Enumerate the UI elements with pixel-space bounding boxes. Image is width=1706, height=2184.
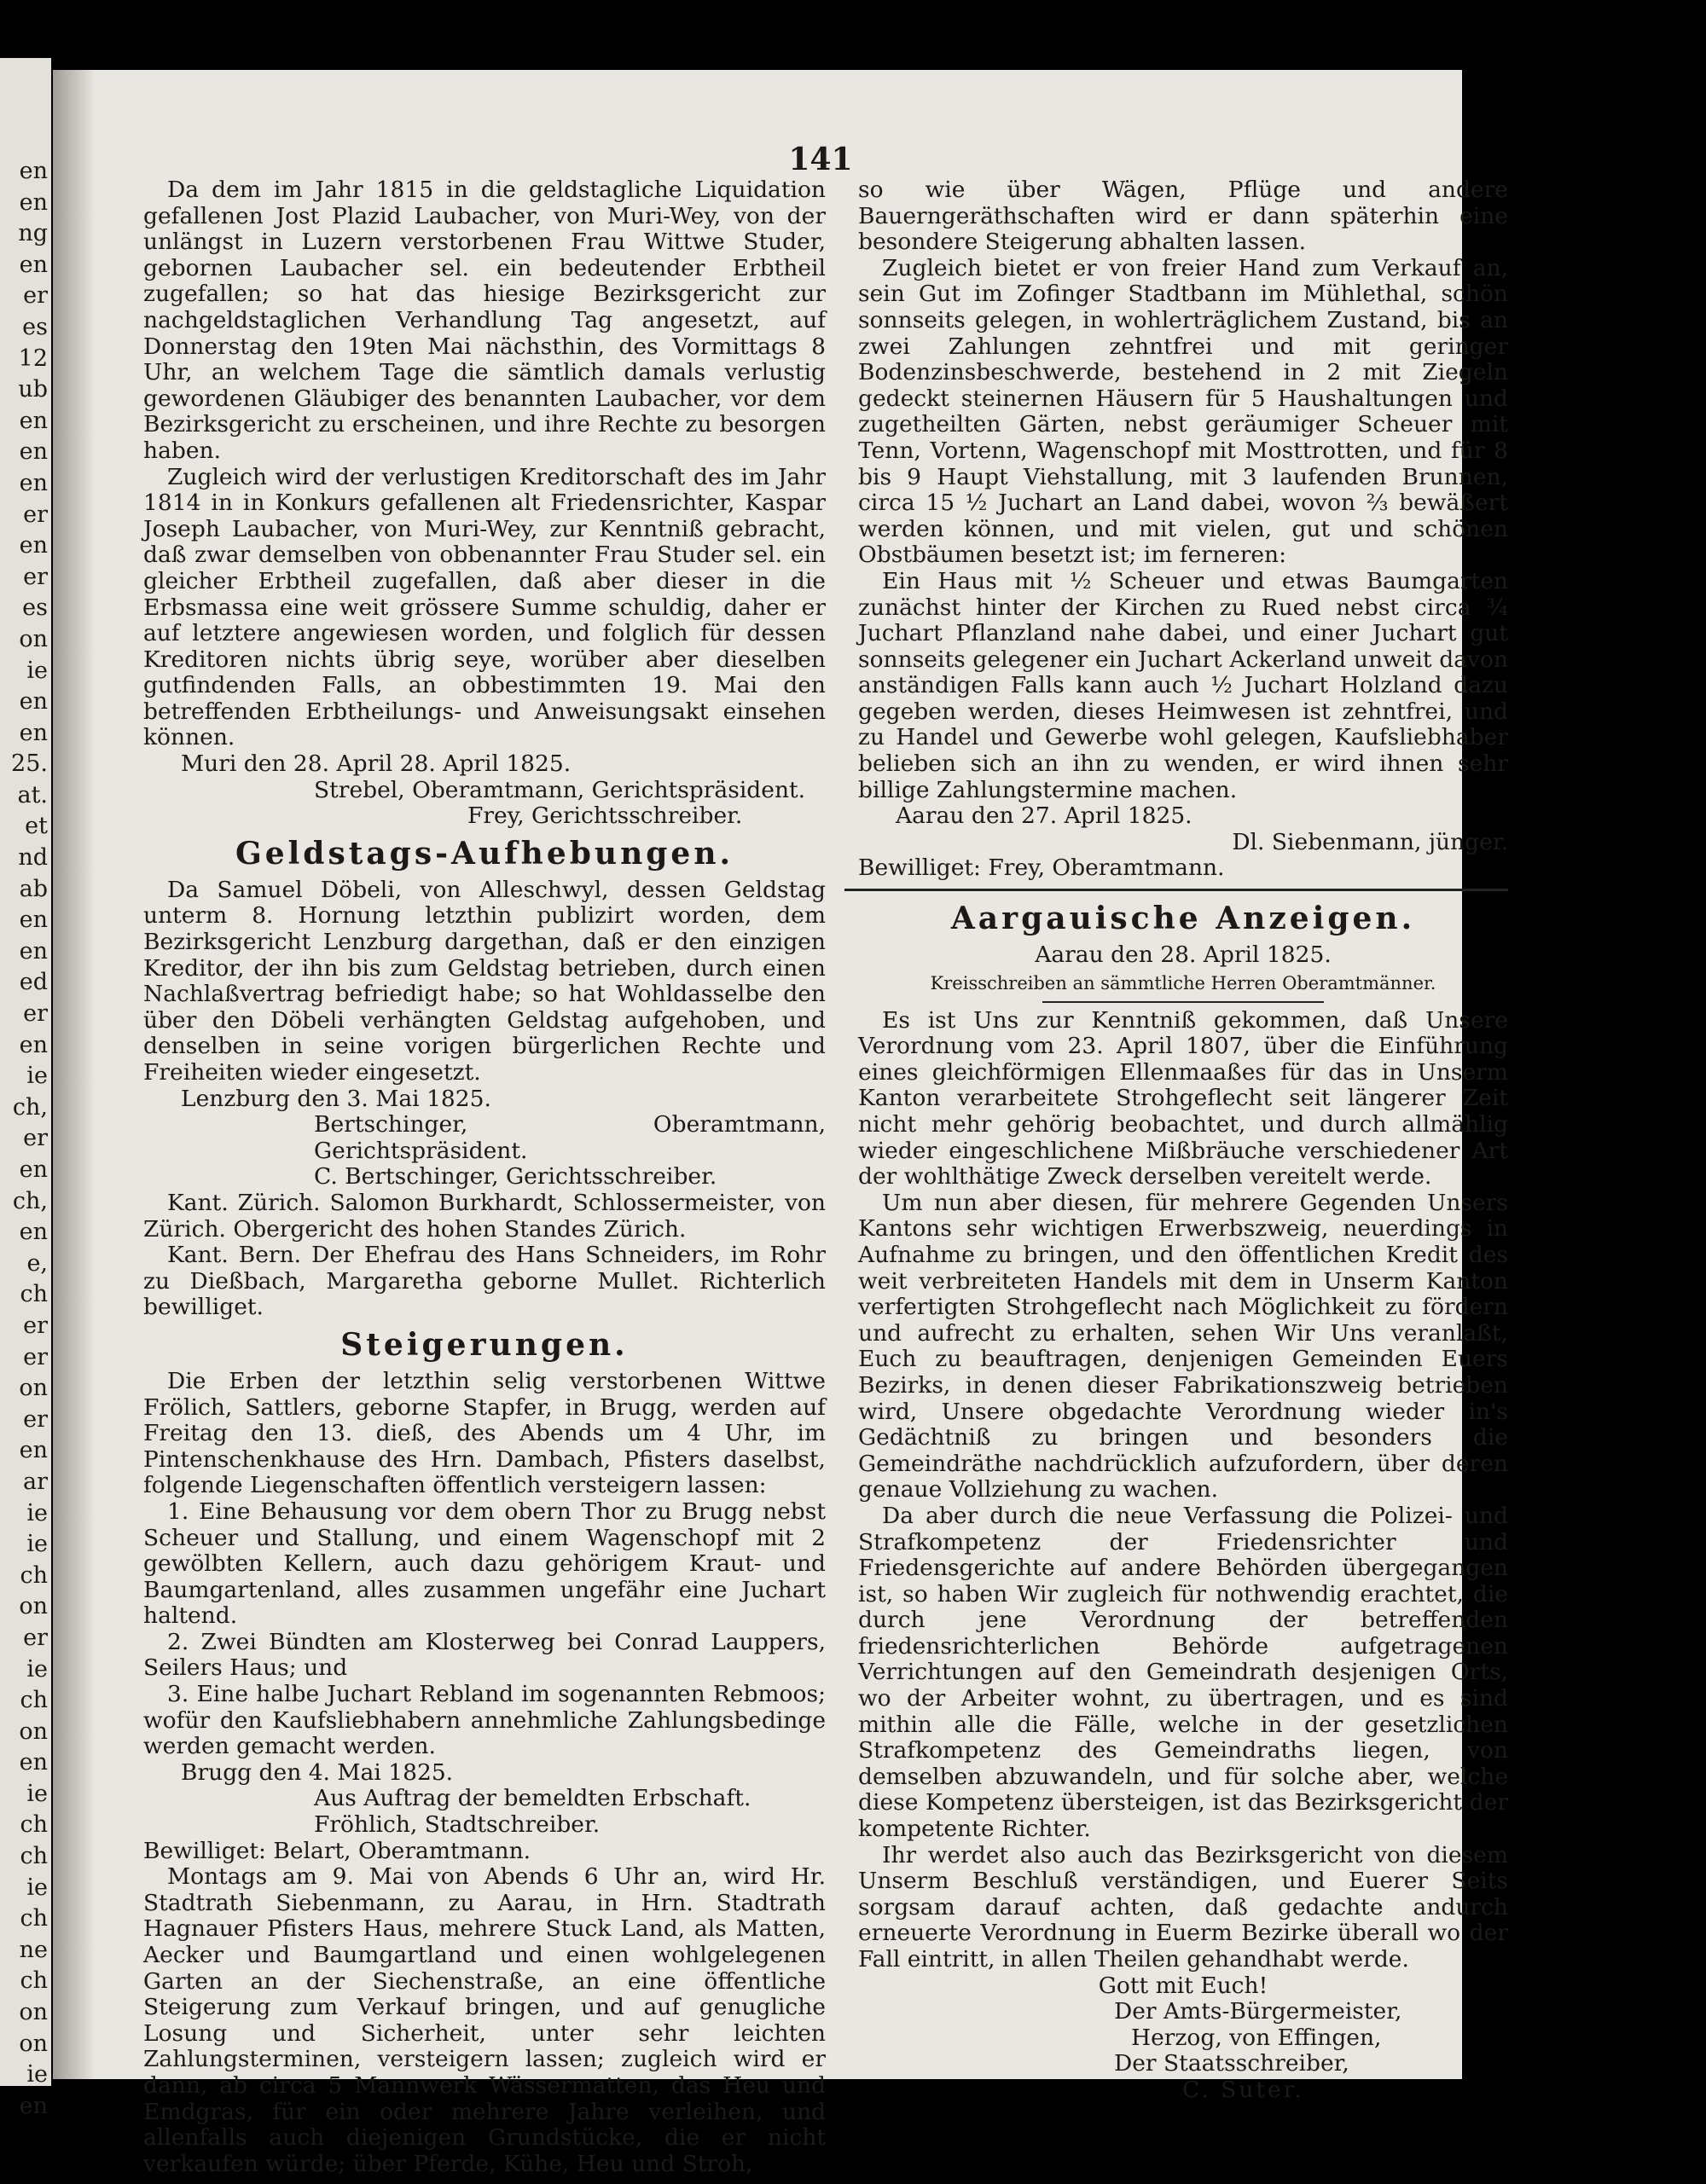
lenzburg-signature-1: Bertschinger, Oberamtmann, Gerichtspräsident. — [314, 1111, 826, 1164]
prev-edge-fragment: en — [19, 907, 48, 934]
newspaper-page — [53, 70, 1508, 2177]
prev-edge-fragment: er — [23, 1405, 48, 1433]
siebenmann-continuation: so wie über Wägen, Pflüge und andere Bauerngeräthschaften wird er dann späterhin eine besondere Steigerung abhalten lassen. — [858, 177, 1508, 256]
brugg-signature-2: Fröhlich, Stadtschreiber. — [314, 1811, 601, 1839]
prev-edge-fragment: er — [23, 1343, 48, 1370]
prev-edge-fragment: ch — [20, 1687, 48, 1714]
muri-signature-2: Frey, Gerichtsschreiber. — [467, 802, 743, 830]
prev-edge-fragment: ch — [20, 1281, 48, 1308]
page-gutter — [53, 70, 96, 2079]
prev-edge-fragment: en — [19, 469, 48, 496]
prev-edge-fragment: en — [19, 1031, 48, 1058]
prev-edge-fragment: er — [23, 501, 48, 528]
brugg-approval: Bewilliget: Belart, Oberamtmann. — [143, 1837, 531, 1864]
prev-edge-fragment: en — [19, 251, 48, 278]
prev-edge-fragment: en — [19, 2092, 48, 2119]
prev-edge-fragment: et — [25, 813, 48, 840]
decree-signature-1: Der Amts-Bürgermeister, — [1114, 1998, 1402, 2025]
aargau-heading: Aargauische Anzeigen. — [950, 901, 1416, 937]
prev-edge-fragment: en — [19, 1219, 48, 1246]
prev-edge-fragment: on — [19, 625, 48, 652]
decree-paragraph-1: Es ist Uns zur Kenntniß gekommen, daß Unsere Verordnung vom 23. April 1807, über die Einführung eines gleichförmigen Ellenmaaßes für das in Unserm Kanton verarbeitete Strohgeflecht seit längerer Zeit nicht mehr gehörig beobachtet, und durch allmählig wieder eingeschlichene Mißbräuche verschiedener Art der wohlthätige Zweck derselben vereitelt werde. — [858, 1006, 1508, 1190]
decree-signature-2: Herzog, von Effingen, — [1131, 2024, 1382, 2051]
prev-edge-fragment: en — [19, 158, 48, 184]
zuerich-notice: Kant. Zürich. Salomon Burkhardt, Schlossermeister, von Zürich. Obergericht des hohen Standes Zürich. — [143, 1189, 826, 1243]
prev-edge-fragment: ch, — [12, 1093, 48, 1121]
prev-edge-fragment: on — [19, 1718, 48, 1745]
prev-edge-fragment: en — [19, 532, 48, 559]
prev-edge-fragment: en — [19, 407, 48, 434]
prev-edge-fragment: e, — [26, 1249, 48, 1277]
prev-edge-fragment: ub — [18, 376, 48, 403]
prev-edge-fragment: ng — [18, 220, 48, 247]
page-number: 141 — [788, 142, 853, 177]
decree-signature-3: Der Staatsschreiber, — [1114, 2050, 1349, 2077]
prev-edge-fragment: ar — [22, 1468, 48, 1495]
auction-item-3: 3. Eine halbe Juchart Rebland im sogenannten Rebmoos; wofür den Kaufsliebhabern annehmliche Zahlungsbedinge werden gemacht werden. — [143, 1681, 826, 1760]
left-column — [143, 177, 826, 2177]
prev-edge-fragment: es — [22, 594, 48, 622]
prev-edge-fragment: ch — [20, 1905, 48, 1932]
prev-edge-fragment: ie — [26, 1531, 48, 1558]
prev-edge-fragment: en — [19, 438, 48, 466]
prev-edge-fragment: en — [19, 688, 48, 715]
bern-notice: Kant. Bern. Der Ehefrau des Hans Schneiders, im Rohr zu Dießbach, Margaretha geborne Mullet. Richterlich bewilliget. — [143, 1242, 826, 1321]
prev-edge-fragment: ie — [26, 1063, 48, 1090]
aarau-date-1: Aarau den 27. April 1825. — [896, 802, 1192, 830]
brugg-date: Brugg den 4. Mai 1825. — [181, 1758, 454, 1786]
prev-edge-fragment: en — [19, 1156, 48, 1183]
prev-edge-fragment: ch — [20, 1967, 48, 1995]
laubacher-paragraph-1: Da dem im Jahr 1815 in die geldstagliche Liquidation gefallenen Jost Plazid Laubacher, von Muri-Wey, von der unlängst in Luzern verstorbenen Frau Wittwe Studer, gebornen Laubacher sel. ein bedeutender Erbtheil zugefallen; so hat das hiesige Bezirksgericht zur nachgeldstaglichen Verhandlung Tag angesetzt, auf Donnerstag den 19ten Mai nächsthin, des Vormittags 8 Uhr, an welchem Tage die sämtlich damals verlustig gewordenen Gläubiger des benannten Laubacher, vor dem Bezirksgericht zu erscheinen, und ihre Rechte zu besorgen haben. — [143, 177, 826, 464]
prev-edge-fragment: er — [23, 1624, 48, 1651]
doebeli-paragraph: Da Samuel Döbeli, von Alleschwyl, dessen Geldstag unterm 8. Hornung letzthin publizirt worden, dem Bezirksgericht Lenzburg dargethan, daß er den einzigen Kreditor, der ihn bis zum Geldstag betrieben, durch einen Nachlaßvertrag befriedigt habe; so hat Wohldasselbe den über den Döbeli verhängten Geldstag aufgehoben, und denselben in seine vorigen bürgerlichen Rechte und Freiheiten wieder eingesetzt. — [143, 876, 826, 1086]
froehlich-intro: Die Erben der letzthin selig verstorbenen Wittwe Frölich, Sattlers, geborne Stapfer, in Brugg, werden auf Freitag den 13. dieß, des Abends um 4 Uhr, im Pintenschenkhause des Hrn. Dambach, Pfisters daselbst, folgende Liegenschaften öffentlich versteigern lassen: — [143, 1367, 826, 1499]
prev-edge-fragment: en — [19, 719, 48, 746]
prev-edge-fragment: en — [19, 188, 48, 216]
brugg-signature-1: Aus Auftrag der bemeldten Erbschaft. — [314, 1785, 751, 1812]
prev-edge-fragment: es — [22, 313, 48, 340]
siebenmann-paragraph-3: Ein Haus mit ½ Scheuer und etwas Baumgarten zunächst hinter der Kirchen zu Rued nebst circa ¾ Juchart Pflanzland nahe dabei, und einer Juchart gut sonnseits gelegener ein Juchart Ackerland unweit davon anständigen Falls kann auch ½ Juchart Holzland dazu gegeben werden, dieses Heimwesen ist zehntfrei, und zu Handel und Gewerbe wohl gelegen, Kaufsliebhaber belieben sich an ihn zu wenden, er wird ihnen sehr billige Zahlungstermine machen. — [858, 567, 1508, 803]
lenzburg-signature-2: C. Bertschinger, Gerichtsschreiber. — [314, 1163, 717, 1190]
prev-edge-fragment: on — [19, 1999, 48, 2026]
decree-paragraph-2: Um nun aber diesen, für mehrere Gegenden Unsers Kantons sehr wichtigen Erwerbszweig, neuerdings in Aufnahme zu bringen, und den öffentlichen Kredit des weit verbreiteten Handels mit dem in Unserm Kanton verfertigten Strohgeflecht nach Möglichkeit zu fördern und aufrecht zu erhalten, sehen Wir Uns veranlaßt, Euch zu beauftragen, denjenigen Gemeinden Euers Bezirks, in denen dieser Fabrikationszweig betrieben wird, Unsere obgedachte Verordnung wieder in's Gedächtniß zu bringen und besonders die Gemeindräthe nachdrücklich aufzufordern, über deren genaue Vollziehung zu wachen. — [858, 1189, 1508, 1503]
prev-edge-fragment: ch — [20, 1561, 48, 1589]
prev-edge-fragment: 25. — [11, 750, 48, 778]
prev-edge-fragment: on — [19, 2030, 48, 2057]
prev-edge-fragment: ie — [26, 657, 48, 684]
prev-edge-fragment: ab — [19, 875, 48, 902]
decree-paragraph-3: Da aber durch die neue Verfassung die Polizei- und Strafkompetenz der Friedensrichter und Friedensgerichte auf andere Behörden übergegangen ist, so haben Wir zugleich für nothwendig erachtet, die durch jene Verordnung der betreffenden friedensrichterlichen Behörde aufgetragenen Verrichtungen auf den Gemeindrath desjenigen Orts, wo der Arbeiter wohnt, zu übertragen, und es sind mithin alle die Fälle, welche in der gesetzlichen Strafkompetenz des Gemeindraths liegen, von demselben abzuwandeln, und für solche aber, welche diese Kompetenz übersteigen, ist das Bezirksgericht der kompetente Richter. — [858, 1502, 1508, 1843]
prev-edge-fragment: at. — [17, 781, 48, 808]
lenzburg-date: Lenzburg den 3. Mai 1825. — [181, 1085, 491, 1112]
prev-edge-fragment: ie — [26, 2061, 48, 2088]
siebenmann-paragraph-start: Montags am 9. Mai von Abends 6 Uhr an, wird Hr. Stadtrath Siebenmann, zu Aarau, in Hrn. Stadtrath Hagnauer Pfisters Haus, mehrere Stuck Land, als Matten, Aecker und Baumgartland und einen wohlgelegenen Garten an der Siechenstraße, an eine öffentliche Steigerung zum Verkauf bringen, und auf genugliche Losung und Sicherheit, unter sehr leichten Zahlungsterminen, versteigern lassen; zugleich wird er dann, ab circa 5 Mannwerk Wässermatten, das Heu und Emdgras, für ein oder mehrere Jahre verleihen, und allenfalls auch diejenigen Grundstücke, die er nicht verkaufen würde; über Pferde, Kühe, Heu und Stroh, — [143, 1863, 826, 2177]
section-divider — [844, 889, 1508, 891]
siebenmann-paragraph-2: Zugleich bietet er von freier Hand zum Verkauf an, sein Gut im Zofinger Stadtbann im Mühlethal, schön sonnseits gelegen, in wohlerträglichem Zustand, bis an zwei Zahlungen zehntfrei und mit geringer Bodenzinsbeschwerde, bestehend in 2 mit Ziegeln gedeckt steinernen Häusern für 5 Haushaltungen und zugetheilten Gärten, nebst geräumiger Scheuer mit Tenn, Vortenn, Wagenschopf mit Mosttrotten, und für 8 bis 9 Haupt Viehstallung, mit 3 laufenden Brunnen, circa 15 ½ Juchart an Land dabei, wovon ⅔ bewäßert werden können, und mit vielen, gut und schönen Obstbäumen besetzt ist; im ferneren: — [858, 254, 1508, 569]
decree-closing: Gott mit Euch! — [1098, 1972, 1268, 1999]
prev-edge-fragment: er — [23, 1000, 48, 1028]
prev-edge-fragment: er — [23, 1125, 48, 1152]
previous-page-text — [0, 58, 51, 2184]
prev-edge-fragment: nd — [18, 844, 48, 872]
muri-date: Muri den 28. April 28. April 1825. — [181, 750, 572, 778]
short-divider — [1042, 1001, 1324, 1003]
prev-edge-fragment: ch — [20, 1843, 48, 1870]
prev-edge-fragment: er — [23, 563, 48, 590]
prev-edge-fragment: on — [19, 1593, 48, 1620]
laubacher-paragraph-2: Zugleich wird der verlustigen Kreditorschaft des im Jahr 1814 in in Konkurs gefallenen alt Friedensrichter, Kaspar Joseph Laubacher, von Muri-Wey, zur Kenntniß gebracht, daß zwar demselben von obbenannter Frau Studer sel. ein gleicher Erbtheil zugefallen, daß aber dieser in die Erbsmassa eine weit grössere Summe schuldig, daher er auf letztere angewiesen worden, und folglich für dessen Kreditoren nichts übrig seye, worüber aber dieselben gutfindenden Falls, an obbestimmten 19. Mai den betreffenden Erbtheilungs- und Anweisungsakt einsehen können. — [143, 463, 826, 751]
aarau-signature: Dl. Siebenmann, jünger. — [1232, 828, 1508, 855]
prev-edge-fragment: ie — [26, 1499, 48, 1526]
prev-edge-fragment: ie — [26, 1780, 48, 1807]
aargau-date: Aarau den 28. April 1825. — [1035, 941, 1332, 969]
prev-edge-fragment: en — [19, 1437, 48, 1464]
prev-edge-fragment: en — [19, 1749, 48, 1776]
steigerungen-heading: Steigerungen. — [340, 1326, 629, 1363]
prev-edge-fragment: on — [19, 1375, 48, 1402]
prev-edge-fragment: 12 — [18, 345, 48, 372]
geldstag-heading: Geldstags-Aufhebungen. — [235, 835, 734, 872]
prev-edge-fragment: en — [19, 937, 48, 965]
prev-edge-fragment: ed — [19, 969, 48, 996]
prev-edge-fragment: ch, — [12, 1187, 48, 1214]
prev-edge-fragment: ie — [26, 1655, 48, 1683]
right-column — [858, 177, 1508, 2104]
aarau-approval: Bewilliget: Frey, Oberamtmann. — [858, 854, 1225, 882]
auction-item-1: 1. Eine Behausung vor dem obern Thor zu Brugg nebst Scheuer und Stallung, und einem Wagenschopf mit 2 gewölbten Kellern, auch dazu gehörigem Kraut- und Baumgartenland, alles zusammen ungefähr eine Juchart haltend. — [143, 1498, 826, 1630]
decree-paragraph-4: Ihr werdet also auch das Bezirksgericht von diesem Unserm Beschluß verständigen, und Euerer Seits sorgsam darauf achten, daß gedachte andurch erneuerte Verordnung in Euerm Bezirke überall wo der Fall eintritt, in allen Theilen gehandhabt werde. — [858, 1841, 1508, 1973]
auction-item-2: 2. Zwei Bündten am Klosterweg bei Conrad Lauppers, Seilers Haus; und — [143, 1628, 826, 1682]
kreisschreiben-subheading: Kreisschreiben an sämmtliche Herren Oberamtmänner. — [930, 972, 1436, 994]
previous-page-edge — [0, 58, 51, 2119]
prev-edge-fragment: er — [23, 282, 48, 310]
prev-edge-fragment: ch — [20, 1811, 48, 1839]
prev-edge-fragment: ne — [19, 1936, 48, 1963]
muri-signature-1: Strebel, Oberamtmann, Gerichtspräsident. — [314, 776, 806, 803]
decree-signature-4: C. Suter. — [1182, 2076, 1304, 2103]
prev-edge-fragment: er — [23, 1312, 48, 1339]
prev-edge-fragment: ie — [26, 1874, 48, 1901]
